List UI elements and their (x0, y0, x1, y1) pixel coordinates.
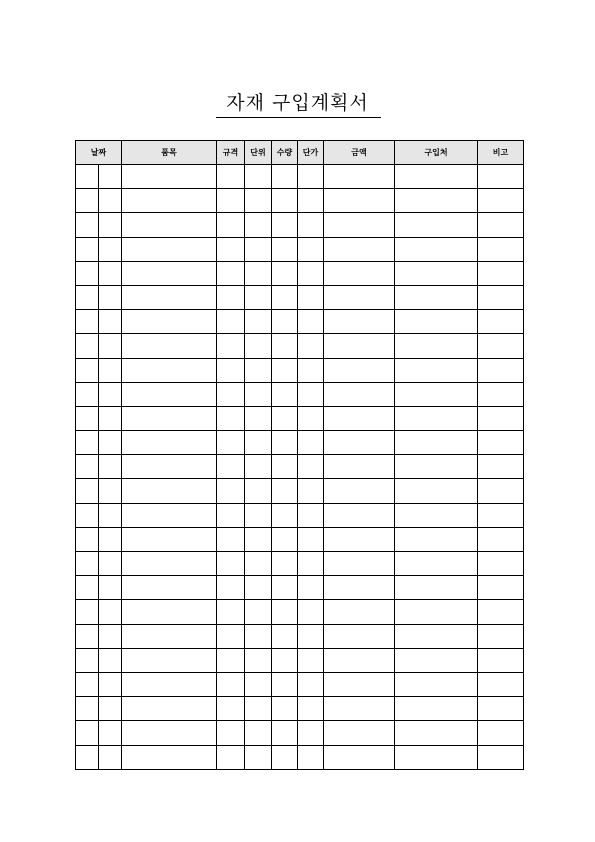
spec-cell[interactable] (217, 406, 245, 430)
unit-cell[interactable] (245, 334, 272, 358)
unit-price-cell[interactable] (298, 600, 324, 624)
item-cell[interactable] (122, 600, 217, 624)
spec-cell[interactable] (217, 189, 245, 213)
date-month-cell[interactable] (76, 552, 99, 576)
quantity-cell[interactable] (272, 527, 298, 551)
date-day-cell[interactable] (99, 261, 122, 285)
table-row (76, 165, 524, 189)
quantity-cell[interactable] (272, 552, 298, 576)
date-day-cell[interactable] (99, 697, 122, 721)
item-cell[interactable] (122, 576, 217, 600)
amount-cell[interactable] (324, 213, 395, 237)
supplier-cell[interactable] (395, 358, 478, 382)
amount-cell[interactable] (324, 358, 395, 382)
date-month-cell[interactable] (76, 310, 99, 334)
header-amount: 금액 (324, 141, 395, 165)
supplier-cell[interactable] (395, 697, 478, 721)
header-quantity: 수량 (272, 141, 298, 165)
item-cell[interactable] (122, 479, 217, 503)
spec-cell[interactable] (217, 358, 245, 382)
remarks-cell[interactable] (478, 382, 524, 406)
unit-price-cell[interactable] (298, 358, 324, 382)
amount-cell[interactable] (324, 503, 395, 527)
spec-cell[interactable] (217, 334, 245, 358)
remarks-cell[interactable] (478, 237, 524, 261)
remarks-cell[interactable] (478, 455, 524, 479)
spec-cell[interactable] (217, 721, 245, 745)
supplier-cell[interactable] (395, 600, 478, 624)
date-day-cell[interactable] (99, 527, 122, 551)
spec-cell[interactable] (217, 455, 245, 479)
supplier-cell[interactable] (395, 431, 478, 455)
unit-cell[interactable] (245, 358, 272, 382)
date-day-cell[interactable] (99, 745, 122, 769)
date-day-cell[interactable] (99, 213, 122, 237)
quantity-cell[interactable] (272, 310, 298, 334)
unit-price-cell[interactable] (298, 382, 324, 406)
date-month-cell[interactable] (76, 648, 99, 672)
item-cell[interactable] (122, 382, 217, 406)
document-title: 자재 구입계획서 (226, 92, 369, 114)
quantity-cell[interactable] (272, 503, 298, 527)
quantity-cell[interactable] (272, 261, 298, 285)
table-row (76, 382, 524, 406)
supplier-cell[interactable] (395, 576, 478, 600)
unit-price-cell[interactable] (298, 672, 324, 696)
table-row (76, 479, 524, 503)
amount-cell[interactable] (324, 261, 395, 285)
supplier-cell[interactable] (395, 213, 478, 237)
spec-cell[interactable] (217, 697, 245, 721)
amount-cell[interactable] (324, 576, 395, 600)
spec-cell[interactable] (217, 310, 245, 334)
unit-cell[interactable] (245, 213, 272, 237)
unit-cell[interactable] (245, 237, 272, 261)
item-cell[interactable] (122, 237, 217, 261)
spec-cell[interactable] (217, 527, 245, 551)
remarks-cell[interactable] (478, 600, 524, 624)
unit-price-cell[interactable] (298, 431, 324, 455)
header-supplier: 구입처 (395, 141, 478, 165)
item-cell[interactable] (122, 431, 217, 455)
unit-cell[interactable] (245, 697, 272, 721)
date-month-cell[interactable] (76, 261, 99, 285)
unit-price-cell[interactable] (298, 576, 324, 600)
amount-cell[interactable] (324, 745, 395, 769)
remarks-cell[interactable] (478, 503, 524, 527)
unit-cell[interactable] (245, 261, 272, 285)
remarks-cell[interactable] (478, 285, 524, 309)
date-day-cell[interactable] (99, 237, 122, 261)
unit-price-cell[interactable] (298, 189, 324, 213)
supplier-cell[interactable] (395, 745, 478, 769)
table-row (76, 600, 524, 624)
unit-cell[interactable] (245, 527, 272, 551)
supplier-cell[interactable] (395, 648, 478, 672)
item-cell[interactable] (122, 213, 217, 237)
unit-price-cell[interactable] (298, 213, 324, 237)
supplier-cell[interactable] (395, 406, 478, 430)
table-row (76, 213, 524, 237)
date-month-cell[interactable] (76, 285, 99, 309)
supplier-cell[interactable] (395, 261, 478, 285)
unit-price-cell[interactable] (298, 455, 324, 479)
quantity-cell[interactable] (272, 358, 298, 382)
spec-cell[interactable] (217, 237, 245, 261)
table-row (76, 552, 524, 576)
unit-cell[interactable] (245, 745, 272, 769)
quantity-cell[interactable] (272, 455, 298, 479)
supplier-cell[interactable] (395, 672, 478, 696)
quantity-cell[interactable] (272, 648, 298, 672)
unit-cell[interactable] (245, 310, 272, 334)
spec-cell[interactable] (217, 382, 245, 406)
item-cell[interactable] (122, 261, 217, 285)
supplier-cell[interactable] (395, 310, 478, 334)
table-row (76, 334, 524, 358)
quantity-cell[interactable] (272, 721, 298, 745)
supplier-cell[interactable] (395, 237, 478, 261)
unit-price-cell[interactable] (298, 648, 324, 672)
amount-cell[interactable] (324, 600, 395, 624)
remarks-cell[interactable] (478, 334, 524, 358)
unit-cell[interactable] (245, 382, 272, 406)
quantity-cell[interactable] (272, 624, 298, 648)
table-body (76, 165, 524, 770)
table-row (76, 310, 524, 334)
date-day-cell[interactable] (99, 165, 122, 189)
date-month-cell[interactable] (76, 189, 99, 213)
remarks-cell[interactable] (478, 745, 524, 769)
date-month-cell[interactable] (76, 382, 99, 406)
header-unit-price: 단가 (298, 141, 324, 165)
unit-cell[interactable] (245, 600, 272, 624)
unit-price-cell[interactable] (298, 165, 324, 189)
date-day-cell[interactable] (99, 382, 122, 406)
amount-cell[interactable] (324, 189, 395, 213)
remarks-cell[interactable] (478, 672, 524, 696)
amount-cell[interactable] (324, 624, 395, 648)
date-month-cell[interactable] (76, 624, 99, 648)
item-cell[interactable] (122, 648, 217, 672)
supplier-cell[interactable] (395, 382, 478, 406)
date-day-cell[interactable] (99, 648, 122, 672)
table-row (76, 648, 524, 672)
date-month-cell[interactable] (76, 576, 99, 600)
unit-price-cell[interactable] (298, 406, 324, 430)
unit-cell[interactable] (245, 503, 272, 527)
unit-cell[interactable] (245, 285, 272, 309)
unit-cell[interactable] (245, 406, 272, 430)
item-cell[interactable] (122, 406, 217, 430)
quantity-cell[interactable] (272, 406, 298, 430)
date-day-cell[interactable] (99, 721, 122, 745)
amount-cell[interactable] (324, 455, 395, 479)
supplier-cell[interactable] (395, 455, 478, 479)
item-cell[interactable] (122, 189, 217, 213)
date-day-cell[interactable] (99, 358, 122, 382)
amount-cell[interactable] (324, 527, 395, 551)
amount-cell[interactable] (324, 382, 395, 406)
date-month-cell[interactable] (76, 358, 99, 382)
spec-cell[interactable] (217, 261, 245, 285)
supplier-cell[interactable] (395, 189, 478, 213)
spec-cell[interactable] (217, 648, 245, 672)
date-day-cell[interactable] (99, 503, 122, 527)
unit-cell[interactable] (245, 479, 272, 503)
remarks-cell[interactable] (478, 552, 524, 576)
amount-cell[interactable] (324, 406, 395, 430)
supplier-cell[interactable] (395, 527, 478, 551)
table-row (76, 503, 524, 527)
supplier-cell[interactable] (395, 721, 478, 745)
header-spec: 규격 (217, 141, 245, 165)
date-month-cell[interactable] (76, 334, 99, 358)
date-month-cell[interactable] (76, 431, 99, 455)
item-cell[interactable] (122, 624, 217, 648)
date-month-cell[interactable] (76, 213, 99, 237)
table-row (76, 406, 524, 430)
item-cell[interactable] (122, 165, 217, 189)
date-month-cell[interactable] (76, 721, 99, 745)
amount-cell[interactable] (324, 431, 395, 455)
unit-price-cell[interactable] (298, 479, 324, 503)
table-row (76, 697, 524, 721)
spec-cell[interactable] (217, 285, 245, 309)
remarks-cell[interactable] (478, 165, 524, 189)
date-month-cell[interactable] (76, 455, 99, 479)
spec-cell[interactable] (217, 672, 245, 696)
item-cell[interactable] (122, 310, 217, 334)
supplier-cell[interactable] (395, 479, 478, 503)
item-cell[interactable] (122, 721, 217, 745)
date-day-cell[interactable] (99, 334, 122, 358)
remarks-cell[interactable] (478, 697, 524, 721)
unit-price-cell[interactable] (298, 745, 324, 769)
quantity-cell[interactable] (272, 382, 298, 406)
remarks-cell[interactable] (478, 431, 524, 455)
quantity-cell[interactable] (272, 479, 298, 503)
item-cell[interactable] (122, 552, 217, 576)
unit-price-cell[interactable] (298, 285, 324, 309)
remarks-cell[interactable] (478, 406, 524, 430)
item-cell[interactable] (122, 697, 217, 721)
quantity-cell[interactable] (272, 165, 298, 189)
item-cell[interactable] (122, 745, 217, 769)
spec-cell[interactable] (217, 165, 245, 189)
date-month-cell[interactable] (76, 527, 99, 551)
item-cell[interactable] (122, 455, 217, 479)
spec-cell[interactable] (217, 552, 245, 576)
unit-cell[interactable] (245, 552, 272, 576)
table-row (76, 189, 524, 213)
date-day-cell[interactable] (99, 600, 122, 624)
unit-price-cell[interactable] (298, 624, 324, 648)
unit-price-cell[interactable] (298, 503, 324, 527)
amount-cell[interactable] (324, 334, 395, 358)
quantity-cell[interactable] (272, 576, 298, 600)
remarks-cell[interactable] (478, 261, 524, 285)
date-month-cell[interactable] (76, 406, 99, 430)
quantity-cell[interactable] (272, 285, 298, 309)
unit-cell[interactable] (245, 431, 272, 455)
amount-cell[interactable] (324, 165, 395, 189)
unit-price-cell[interactable] (298, 527, 324, 551)
unit-cell[interactable] (245, 189, 272, 213)
date-day-cell[interactable] (99, 552, 122, 576)
unit-price-cell[interactable] (298, 552, 324, 576)
supplier-cell[interactable] (395, 503, 478, 527)
supplier-cell[interactable] (395, 285, 478, 309)
quantity-cell[interactable] (272, 697, 298, 721)
spec-cell[interactable] (217, 503, 245, 527)
date-day-cell[interactable] (99, 479, 122, 503)
header-row (76, 141, 524, 165)
amount-cell[interactable] (324, 697, 395, 721)
unit-price-cell[interactable] (298, 697, 324, 721)
remarks-cell[interactable] (478, 310, 524, 334)
table-row (76, 261, 524, 285)
quantity-cell[interactable] (272, 672, 298, 696)
table-row (76, 237, 524, 261)
unit-price-cell[interactable] (298, 261, 324, 285)
quantity-cell[interactable] (272, 600, 298, 624)
remarks-cell[interactable] (478, 189, 524, 213)
unit-cell[interactable] (245, 455, 272, 479)
unit-cell[interactable] (245, 576, 272, 600)
remarks-cell[interactable] (478, 479, 524, 503)
spec-cell[interactable] (217, 624, 245, 648)
date-day-cell[interactable] (99, 285, 122, 309)
purchase-plan-table (75, 140, 524, 770)
remarks-cell[interactable] (478, 721, 524, 745)
quantity-cell[interactable] (272, 213, 298, 237)
table-row (76, 285, 524, 309)
spec-cell[interactable] (217, 745, 245, 769)
item-cell[interactable] (122, 334, 217, 358)
spec-cell[interactable] (217, 431, 245, 455)
date-day-cell[interactable] (99, 576, 122, 600)
date-month-cell[interactable] (76, 745, 99, 769)
header-item: 품목 (122, 141, 217, 165)
date-day-cell[interactable] (99, 455, 122, 479)
table-row (76, 455, 524, 479)
item-cell[interactable] (122, 358, 217, 382)
spec-cell[interactable] (217, 479, 245, 503)
remarks-cell[interactable] (478, 527, 524, 551)
item-cell[interactable] (122, 285, 217, 309)
remarks-cell[interactable] (478, 576, 524, 600)
item-cell[interactable] (122, 672, 217, 696)
spec-cell[interactable] (217, 213, 245, 237)
unit-cell[interactable] (245, 672, 272, 696)
date-month-cell[interactable] (76, 503, 99, 527)
amount-cell[interactable] (324, 552, 395, 576)
date-day-cell[interactable] (99, 624, 122, 648)
unit-cell[interactable] (245, 165, 272, 189)
table-row (76, 576, 524, 600)
spec-cell[interactable] (217, 576, 245, 600)
unit-price-cell[interactable] (298, 721, 324, 745)
date-day-cell[interactable] (99, 406, 122, 430)
amount-cell[interactable] (324, 479, 395, 503)
quantity-cell[interactable] (272, 334, 298, 358)
unit-price-cell[interactable] (298, 237, 324, 261)
quantity-cell[interactable] (272, 745, 298, 769)
unit-cell[interactable] (245, 648, 272, 672)
remarks-cell[interactable] (478, 624, 524, 648)
table-row (76, 358, 524, 382)
date-day-cell[interactable] (99, 189, 122, 213)
supplier-cell[interactable] (395, 624, 478, 648)
header-unit: 단위 (245, 141, 272, 165)
supplier-cell[interactable] (395, 165, 478, 189)
date-month-cell[interactable] (76, 479, 99, 503)
item-cell[interactable] (122, 503, 217, 527)
title-underline (216, 117, 381, 118)
date-day-cell[interactable] (99, 431, 122, 455)
amount-cell[interactable] (324, 648, 395, 672)
unit-cell[interactable] (245, 624, 272, 648)
quantity-cell[interactable] (272, 237, 298, 261)
quantity-cell[interactable] (272, 431, 298, 455)
amount-cell[interactable] (324, 672, 395, 696)
supplier-cell[interactable] (395, 552, 478, 576)
table-row (76, 721, 524, 745)
header-remarks: 비고 (478, 141, 524, 165)
remarks-cell[interactable] (478, 213, 524, 237)
supplier-cell[interactable] (395, 334, 478, 358)
date-day-cell[interactable] (99, 310, 122, 334)
table-row (76, 431, 524, 455)
quantity-cell[interactable] (272, 189, 298, 213)
table-row (76, 527, 524, 551)
header-date: 날짜 (76, 141, 122, 165)
table-row (76, 672, 524, 696)
amount-cell[interactable] (324, 285, 395, 309)
amount-cell[interactable] (324, 310, 395, 334)
date-month-cell[interactable] (76, 165, 99, 189)
remarks-cell[interactable] (478, 648, 524, 672)
table-row (76, 624, 524, 648)
unit-price-cell[interactable] (298, 310, 324, 334)
amount-cell[interactable] (324, 721, 395, 745)
unit-cell[interactable] (245, 721, 272, 745)
spec-cell[interactable] (217, 600, 245, 624)
remarks-cell[interactable] (478, 358, 524, 382)
date-month-cell[interactable] (76, 600, 99, 624)
item-cell[interactable] (122, 527, 217, 551)
unit-price-cell[interactable] (298, 334, 324, 358)
date-day-cell[interactable] (99, 672, 122, 696)
date-month-cell[interactable] (76, 697, 99, 721)
date-month-cell[interactable] (76, 672, 99, 696)
date-month-cell[interactable] (76, 237, 99, 261)
amount-cell[interactable] (324, 237, 395, 261)
table-row (76, 745, 524, 769)
